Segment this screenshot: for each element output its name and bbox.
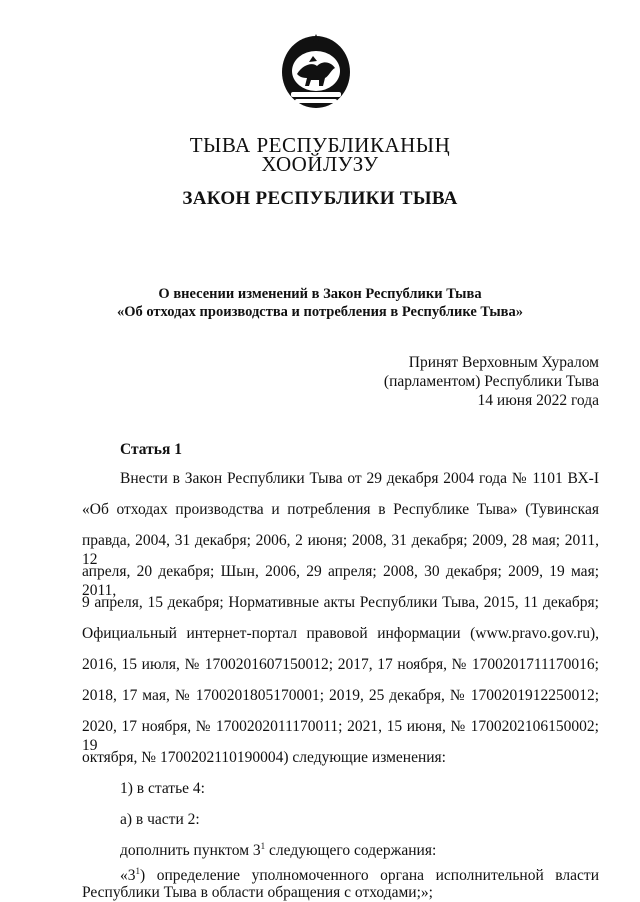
paragraph-line: «Об отходах производства и потребления в Республике Тыва» (Тувинская — [82, 501, 599, 518]
superscript: 1 — [135, 866, 140, 876]
paragraph-line: 2018, 17 мая, № 1700201805170001; 2019, 25 декабря, № 1700201912250012; — [82, 687, 599, 704]
header-line-1: ТЫВА РЕСПУБЛИКАНЫҢ — [189, 133, 451, 157]
paragraph-line: правда, 2004, 31 декабря; 2006, 2 июня; 2008, 31 декабря; 2009, 28 мая; 2011, 12 — [82, 532, 599, 568]
law-type-title: ЗАКОН РЕСПУБЛИКИ ТЫВА — [182, 188, 458, 209]
add-point-suffix: следующего содержания: — [265, 842, 437, 859]
document-title-line-2: «Об отходах производства и потребления в Республике Тыва» — [116, 304, 524, 320]
quote-prefix: «3 — [120, 867, 136, 884]
list-item-a: а) в части 2: — [120, 811, 200, 828]
coat-of-arms-icon — [279, 28, 353, 110]
article-heading: Статья 1 — [120, 441, 182, 458]
document-title-line-1: О внесении изменений в Закон Республики Тыва — [158, 286, 482, 302]
add-point-line — [120, 841, 599, 860]
adopted-line-2: (парламентом) Республики Тыва — [383, 373, 599, 390]
adopted-date: 14 июня 2022 года — [477, 392, 599, 409]
paragraph-line: 2020, 17 ноября, № 1700202011170011; 2021, 15 июня, № 1700202106150002; 19 — [82, 718, 599, 754]
quote-line-1-rest: ) определение уполномоченного органа исполнительной власти — [140, 867, 599, 884]
paragraph-line: 9 апреля, 15 декабря; Нормативные акты Республики Тыва, 2015, 11 декабря; — [82, 594, 599, 611]
paragraph-line: Официальный интернет-портал правовой информации (www.pravo.gov.ru), — [82, 625, 599, 642]
paragraph-line: 2016, 15 июля, № 1700201607150012; 2017, 17 ноября, № 1700201711170016; — [82, 656, 599, 673]
adopted-line-1: Принят Верховным Хуралом — [408, 354, 599, 371]
paragraph-line-last: октября, № 1700202110190004) следующие изменения: — [82, 749, 446, 766]
paragraph-line: апреля, 20 декабря; Шын, 2006, 29 апреля; 2008, 30 декабря; 2009, 19 мая; 2011, — [82, 563, 599, 599]
superscript: 1 — [260, 841, 266, 851]
list-item-1: 1) в статье 4: — [120, 780, 205, 797]
quote-line-2: Республики Тыва в области обращения с отходами;»; — [82, 884, 433, 901]
header-line-2: ХООЙЛУЗУ — [261, 152, 379, 176]
add-point-prefix: дополнить пунктом 3 — [120, 842, 261, 859]
paragraph-line: Внести в Закон Республики Тыва от 29 декабря 2004 года № 1101 ВХ-I — [120, 470, 599, 487]
